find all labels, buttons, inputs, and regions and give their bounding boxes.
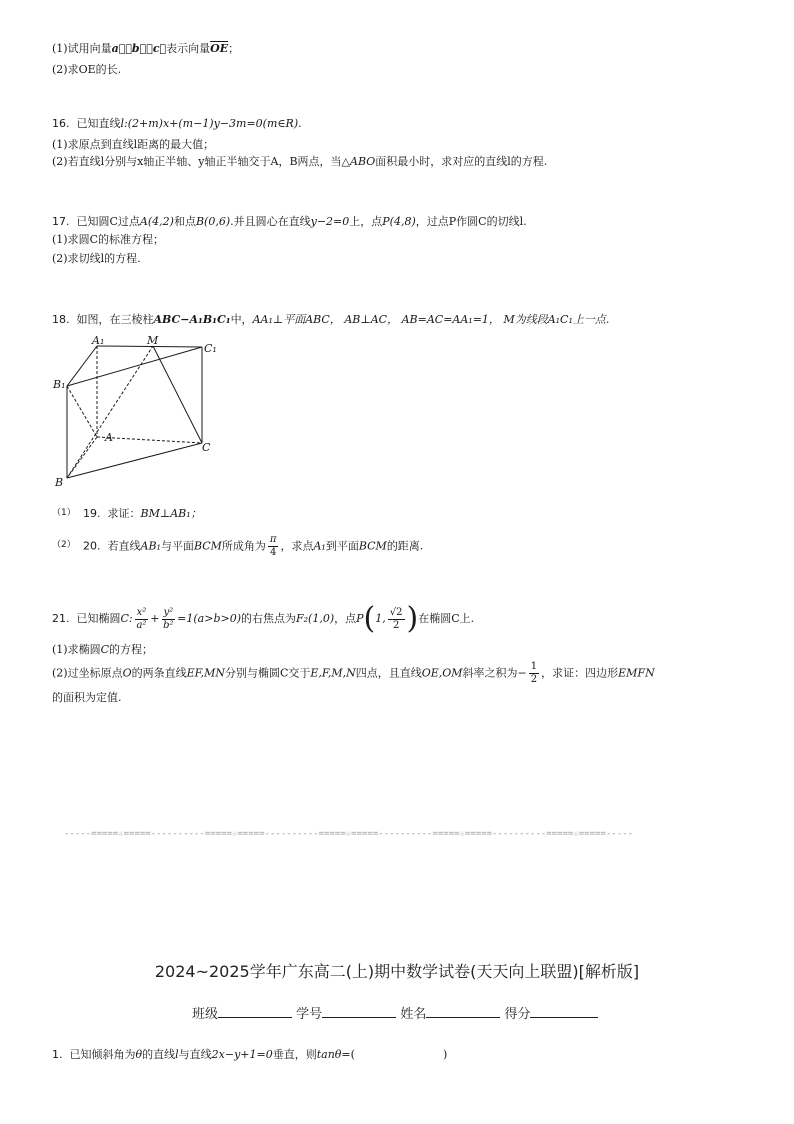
q1-stem: 1. 已知倾斜角为θ的直线l与直线2x−y+1=0垂直，则tanθ=( ): [52, 1048, 448, 1061]
q18-part1: 19. 求证：BM⊥AB₁；: [83, 507, 202, 520]
class-blank[interactable]: [218, 1005, 292, 1018]
q15-part1: (1)试用向量a⃗，b⃗，c⃗表示向量$\overline{OE}$；: [52, 42, 240, 55]
frac-y2-b2: $\frac{\text{y²}}{\text{b²}}$: [163, 606, 174, 631]
q21-part2-cont: 的面积为定值.: [52, 691, 122, 704]
label-b1: B₁: [53, 378, 66, 391]
score-blank[interactable]: [530, 1005, 598, 1018]
q21-part2: (2)过坐标原点O的两条直线EF,MN分别与椭圆C交于E,F,M,N四点，且直线OE,OM斜率之积为− $\frac{1}{2}$ ，求证：四边形EMFN: [52, 661, 655, 685]
label-m: M: [147, 334, 159, 347]
prism-figure: [50, 334, 230, 489]
label-c: C: [202, 441, 211, 454]
q18-part2: 20. 若直线AB₁与平面BCM所成角为 $\frac{\pi}{4}$ ，求点A₁到平面BCM的距离.: [83, 534, 424, 558]
id-blank[interactable]: [322, 1005, 396, 1018]
score-label: 得分: [504, 1007, 531, 1022]
q16-part2: (2)若直线l分别与x轴正半轴、y轴正半轴交于A，B两点，当△ABO面积最小时，求对应的直线l的方程.: [52, 155, 548, 168]
q15-part2: (2)求OE的长.: [52, 63, 122, 76]
frac-sqrt2-2: $\frac{√2}{2}$: [389, 606, 403, 631]
q17-stem: 17. 已知圆C过点A(4,2)和点B(0,6).并且圆心在直线y−2=0上，点P(4,8)，过点P作圆C的切线l.: [52, 215, 527, 228]
label-c1: C₁: [204, 342, 217, 355]
edge-ab1: [67, 386, 97, 437]
q21-stem: 21. 已知椭圆C: $\frac{\text{x²}}{\text{a²}}$ + $\frac{\text{y²}}{\text{b²}}$ =1(a>b>0)的右焦点为F₂(1,0)，点P(1, $\frac{√2}{2}$ )在椭圆C上.: [52, 601, 475, 636]
q16-part1: (1)求原点到直线l距离的最大值；: [52, 138, 215, 151]
edge-bm: [67, 346, 153, 478]
label-a: A: [105, 431, 113, 444]
q17-part1: (1)求圆C的标准方程；: [52, 233, 164, 246]
q17-part2: (2)求切线l的方程.: [52, 252, 141, 265]
label-a1: A₁: [92, 334, 105, 347]
section-separator: -----=====☆=====----------=====☆=====----------=====☆=====----------=====☆=====----------=====☆=====-----: [64, 829, 633, 839]
frac-1-2: $\frac{1}{2}$: [530, 661, 538, 685]
q18-stem: 18. 如图，在三棱柱ABC−A₁B₁C₁中，AA₁⊥平面ABC， AB⊥AC， AB=AC=AA₁=1， M为线段A₁C₁上一点.: [52, 313, 610, 326]
q18-part1-tag: （1）: [52, 508, 76, 518]
name-label: 姓名: [400, 1007, 427, 1022]
edge-b1c1: [67, 347, 202, 386]
label-b: B: [55, 476, 64, 489]
student-info-row: [192, 1003, 598, 1022]
pi-over-4: $\frac{\pi}{4}$: [269, 534, 277, 558]
exam-title: 2024~2025学年广东高二(上)期中数学试卷(天天向上联盟)[解析版]: [154, 962, 640, 981]
id-label: 学号: [296, 1007, 323, 1022]
q16-stem: 16. 已知直线l:(2+m)x+(m−1)y−3m=0(m∈R).: [52, 117, 302, 130]
class-label: 班级: [192, 1007, 219, 1022]
edge-a1b1: [67, 346, 97, 386]
q18-part2-tag: （2）: [52, 540, 76, 550]
q21-part1: (1)求椭圆C的方程；: [52, 643, 154, 656]
frac-x2-a2: $\frac{\text{x²}}{\text{a²}}$: [136, 606, 147, 631]
edge-mc: [153, 346, 202, 443]
name-blank[interactable]: [426, 1005, 500, 1018]
edge-bc: [67, 443, 202, 478]
